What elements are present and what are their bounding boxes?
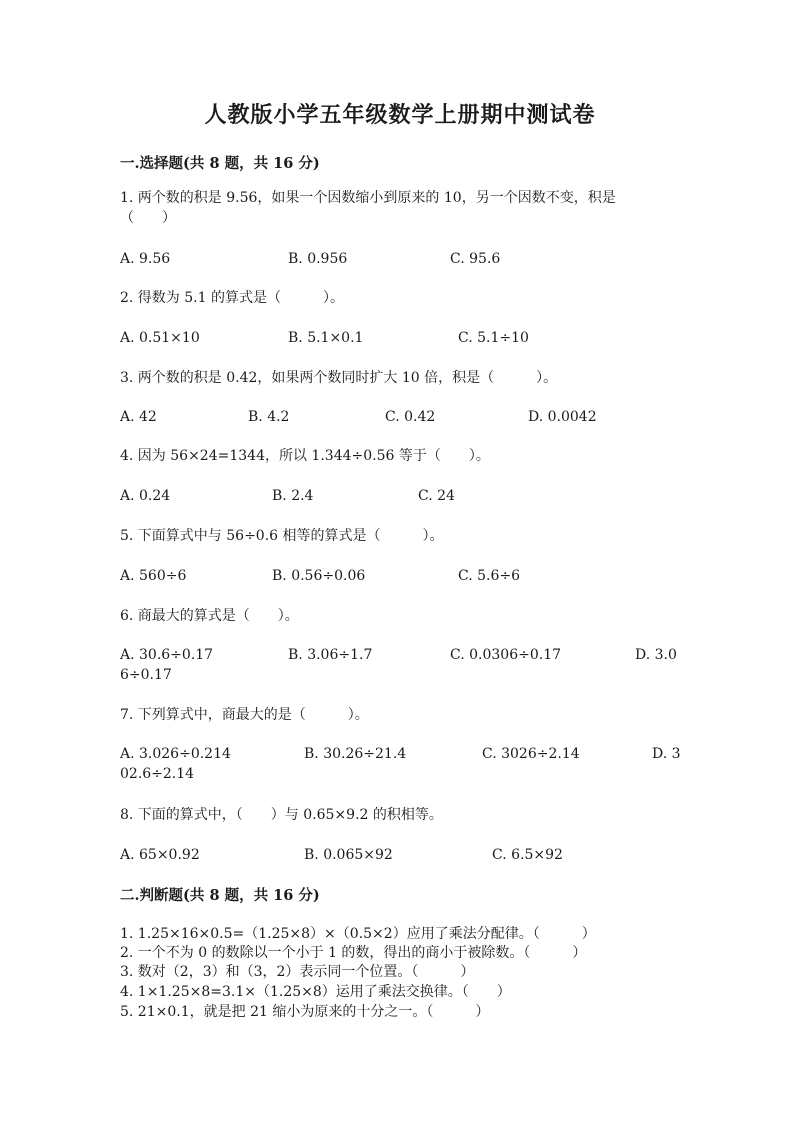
option-c[interactable]: C. 0.0306÷0.17 [450, 647, 562, 663]
option-b[interactable]: B. 2.4 [272, 488, 314, 504]
option-b[interactable]: B. 0.065×92 [304, 847, 393, 863]
question-7: 7. 下列算式中，商最大的是（ ）。 [120, 707, 369, 723]
options-q3 [120, 407, 685, 427]
option-d-wrap: 6÷0.17 [120, 667, 172, 683]
option-c[interactable]: C. 5.6÷6 [458, 568, 521, 584]
option-d[interactable]: D. 0.0042 [528, 409, 597, 425]
option-c[interactable]: C. 6.5×92 [492, 847, 563, 863]
options-q1 [120, 249, 685, 269]
option-b[interactable]: B. 3.06÷1.7 [288, 647, 373, 663]
question-6: 6. 商最大的算式是（ ）。 [120, 608, 299, 624]
question-8: 8. 下面的算式中，（ ）与 0.65×9.2 的积相等。 [120, 807, 443, 823]
option-b[interactable]: B. 30.26÷21.4 [304, 746, 407, 762]
option-a[interactable]: A. 9.56 [120, 251, 171, 267]
question-5: 5. 下面算式中与 56÷0.6 相等的算式是（ ）。 [120, 528, 444, 544]
option-a[interactable]: A. 42 [120, 409, 157, 425]
judgment-item-1[interactable]: 1. 1.25×16×0.5=（1.25×8）×（0.5×2）应用了乘法分配律。（ ） [120, 926, 596, 942]
option-a[interactable]: A. 0.24 [120, 488, 171, 504]
page-title: 人教版小学五年级数学上册期中测试卷 [204, 102, 596, 128]
option-a[interactable]: A. 30.6÷0.17 [120, 647, 214, 663]
option-c[interactable]: C. 24 [418, 488, 455, 504]
option-c[interactable]: C. 5.1÷10 [458, 330, 529, 346]
option-b[interactable]: B. 5.1×0.1 [288, 330, 364, 346]
options-q8 [120, 845, 685, 865]
option-a[interactable]: A. 3.026÷0.214 [120, 746, 231, 762]
option-c[interactable]: C. 95.6 [450, 251, 501, 267]
option-a[interactable]: A. 560÷6 [120, 568, 187, 584]
options-q5 [120, 566, 685, 586]
question-text-cont: （ ） [120, 210, 176, 226]
options-q2 [120, 328, 685, 348]
section-heading-choice: 一.选择题(共 8 题，共 16 分) [120, 155, 320, 172]
options-q7 [120, 744, 685, 784]
option-b[interactable]: B. 0.56÷0.06 [272, 568, 366, 584]
option-d[interactable]: D. 3.0 [635, 647, 677, 663]
option-b[interactable]: B. 0.956 [288, 251, 348, 267]
option-a[interactable]: A. 65×0.92 [120, 847, 200, 863]
judgment-item-4[interactable]: 4. 1×1.25×8=3.1×（1.25×8）运用了乘法交换律。（ ） [120, 984, 511, 1000]
options-q6 [120, 645, 685, 685]
question-2: 2. 得数为 5.1 的算式是（ ）。 [120, 290, 344, 306]
option-a[interactable]: A. 0.51×10 [120, 330, 200, 346]
judgment-item-3[interactable]: 3. 数对（2，3）和（3，2）表示同一个位置。（ ） [120, 964, 475, 980]
option-d-wrap: 02.6÷2.14 [120, 766, 195, 782]
judgment-item-2[interactable]: 2. 一个不为 0 的数除以一个小于 1 的数，得出的商小于被除数。（ ） [120, 945, 587, 961]
section-heading-judgment: 二.判断题(共 8 题，共 16 分) [120, 887, 320, 904]
option-b[interactable]: B. 4.2 [248, 409, 290, 425]
option-c[interactable]: C. 0.42 [385, 409, 436, 425]
option-c[interactable]: C. 3026÷2.14 [482, 746, 580, 762]
question-text: 1. 两个数的积是 9.56，如果一个因数缩小到原来的 10，另一个因数不变，积是 [120, 190, 616, 206]
judgment-item-5[interactable]: 5. 21×0.1，就是把 21 缩小为原来的十分之一。（ ） [120, 1004, 490, 1020]
question-4: 4. 因为 56×24=1344，所以 1.344÷0.56 等于（ ）。 [120, 448, 490, 464]
options-q4 [120, 486, 685, 506]
option-d[interactable]: D. 3 [652, 746, 681, 762]
question-1 [120, 188, 685, 228]
question-3: 3. 两个数的积是 0.42，如果两个数同时扩大 10 倍，积是（ ）。 [120, 370, 558, 386]
